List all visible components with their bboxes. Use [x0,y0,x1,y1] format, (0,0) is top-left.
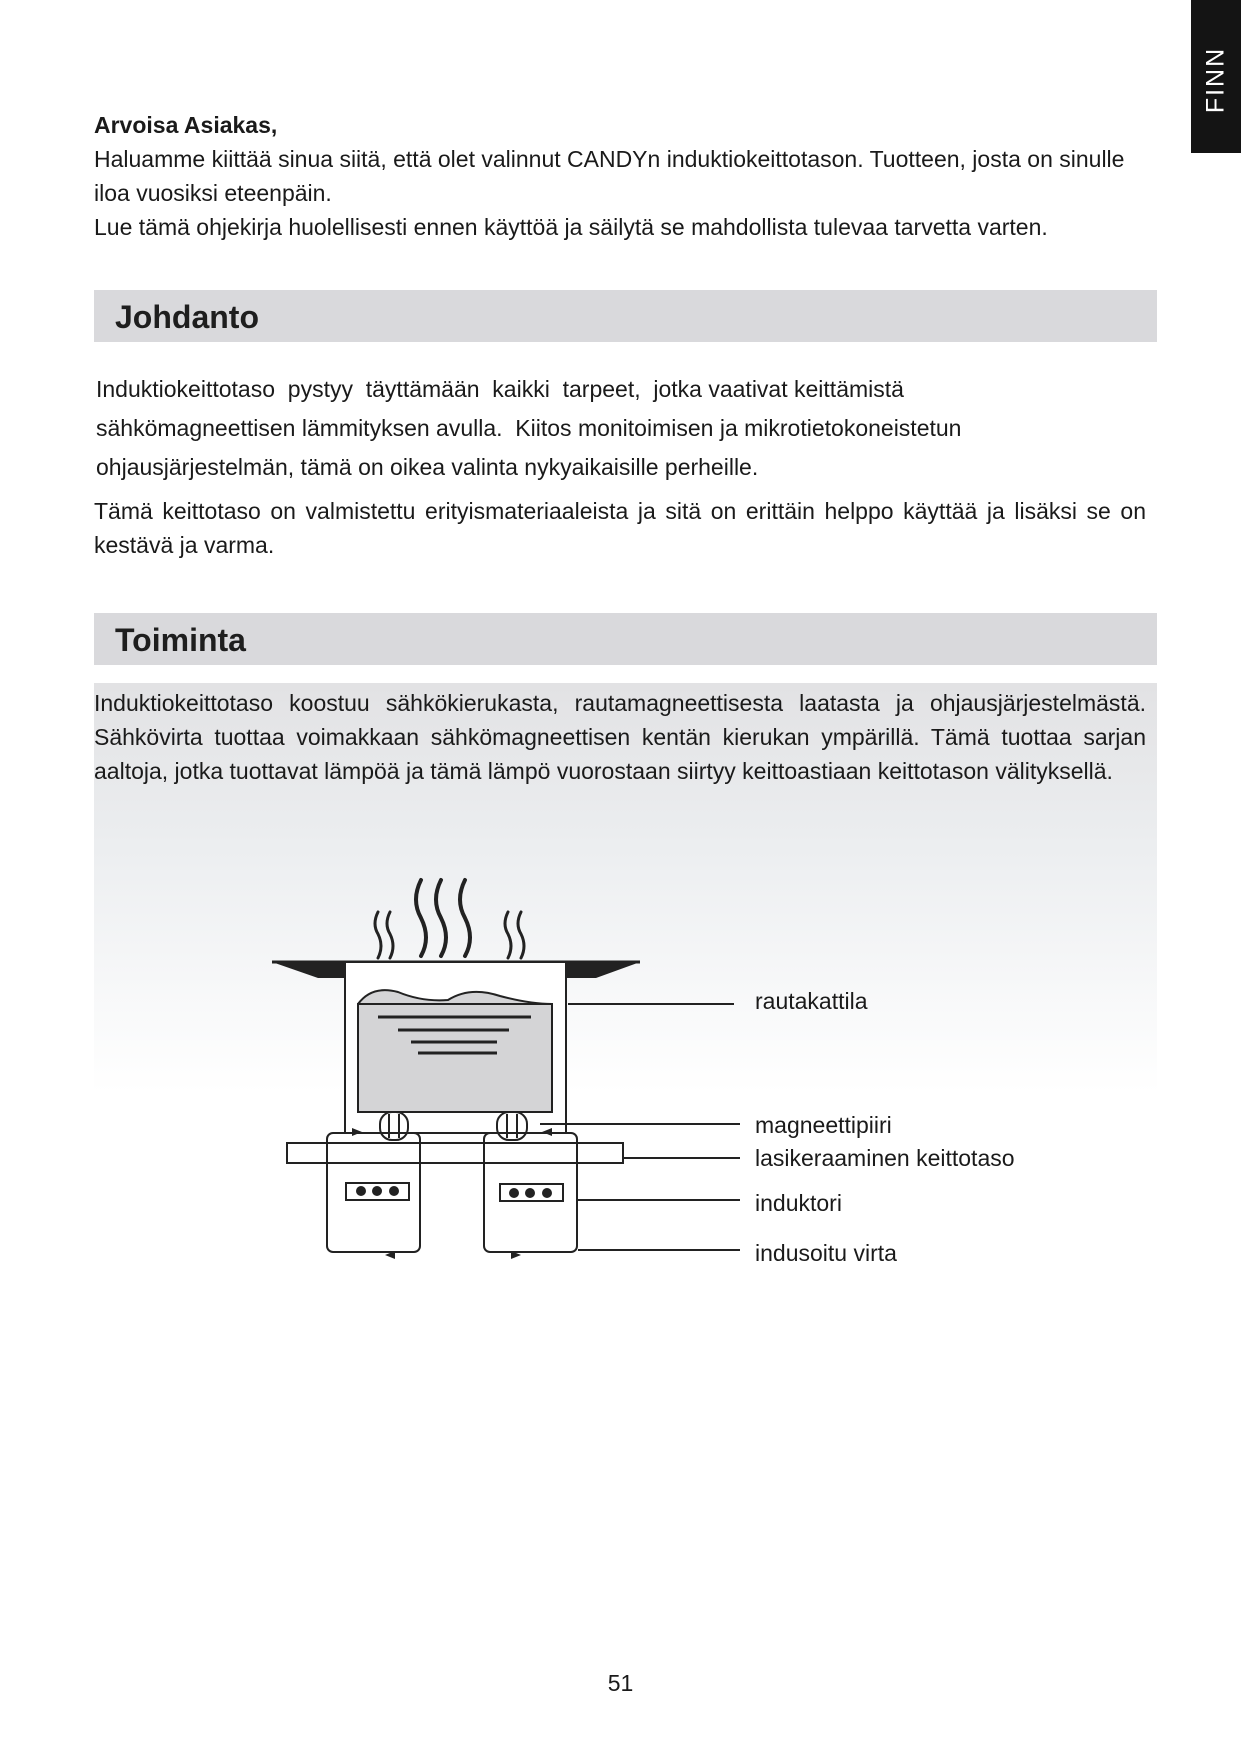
intro-heading: Johdanto [115,299,259,335]
label-inductor: induktori [755,1190,842,1216]
intro-line: ohjausjärjestelmän, tämä on oikea valinta nykyaikaisille perheille. [96,454,759,480]
page-number: 51 [607,1670,634,1696]
glass-ceramic-plate [287,1143,623,1163]
intro-line: sähkömagneettisen lämmityksen avulla. Kiitos monitoimisen ja mikrotietokoneistetun [96,415,962,441]
greeting-instruction: Lue tämä ohjekirja huolellisesti ennen käyttöä ja säilytä se mahdollista tulevaa tarvetta varten. [94,214,1048,240]
magnetic-circuit [380,1112,527,1140]
greeting-block [94,108,1146,244]
greeting-thanks: Haluamme kiittää sinua siitä, että olet valinnut CANDYn induktiokeittotason. Tuotteen, josta on sinulle iloa vuosiksi eteenpäin. [94,146,1125,206]
inductor-coils [327,1128,577,1259]
function-paragraph [94,686,1146,788]
intro-paragraph-2 [94,494,1146,562]
intro-paragraph-1 [96,370,1106,487]
label-induced-current: indusoitu virta [755,1240,897,1266]
greeting-salutation: Arvoisa Asiakas, [94,112,278,138]
function-section-header [94,613,1157,665]
language-tab [1191,0,1241,153]
language-tab-label: FINN [1201,46,1230,114]
function-paragraph-text: Induktiokeittotaso koostuu sähkökierukasta, rautamagneettisesta laatasta ja ohjausjärjestelmästä. Sähkövirta tuottaa voimakkaan sähkömagneettisen kentän kierukan ympärillä. Tämä tuottaa sarjan aaltoja, jotka tuottavat lämpöä ja tämä lämpö vuorostaan siirtyy keittoastiaan keittotason välityksellä. [94,690,1146,784]
intro-line: Induktiokeittotaso pystyy täyttämään kaikki tarpeet, jotka vaativat keittämistä [96,376,904,402]
function-heading: Toiminta [115,622,246,658]
label-iron-pan: rautakattila [755,988,868,1014]
label-magnetic-circuit: magneettipiiri [755,1112,892,1138]
label-glass-ceramic: lasikeraaminen keittotaso [755,1145,1015,1171]
intro-section-header [94,290,1157,342]
intro-paragraph-2-text: Tämä keittotaso on valmistettu erityismateriaaleista ja sitä on erittäin helppo käyttää ja lisäksi se on kestävä ja varma. [94,498,1146,558]
